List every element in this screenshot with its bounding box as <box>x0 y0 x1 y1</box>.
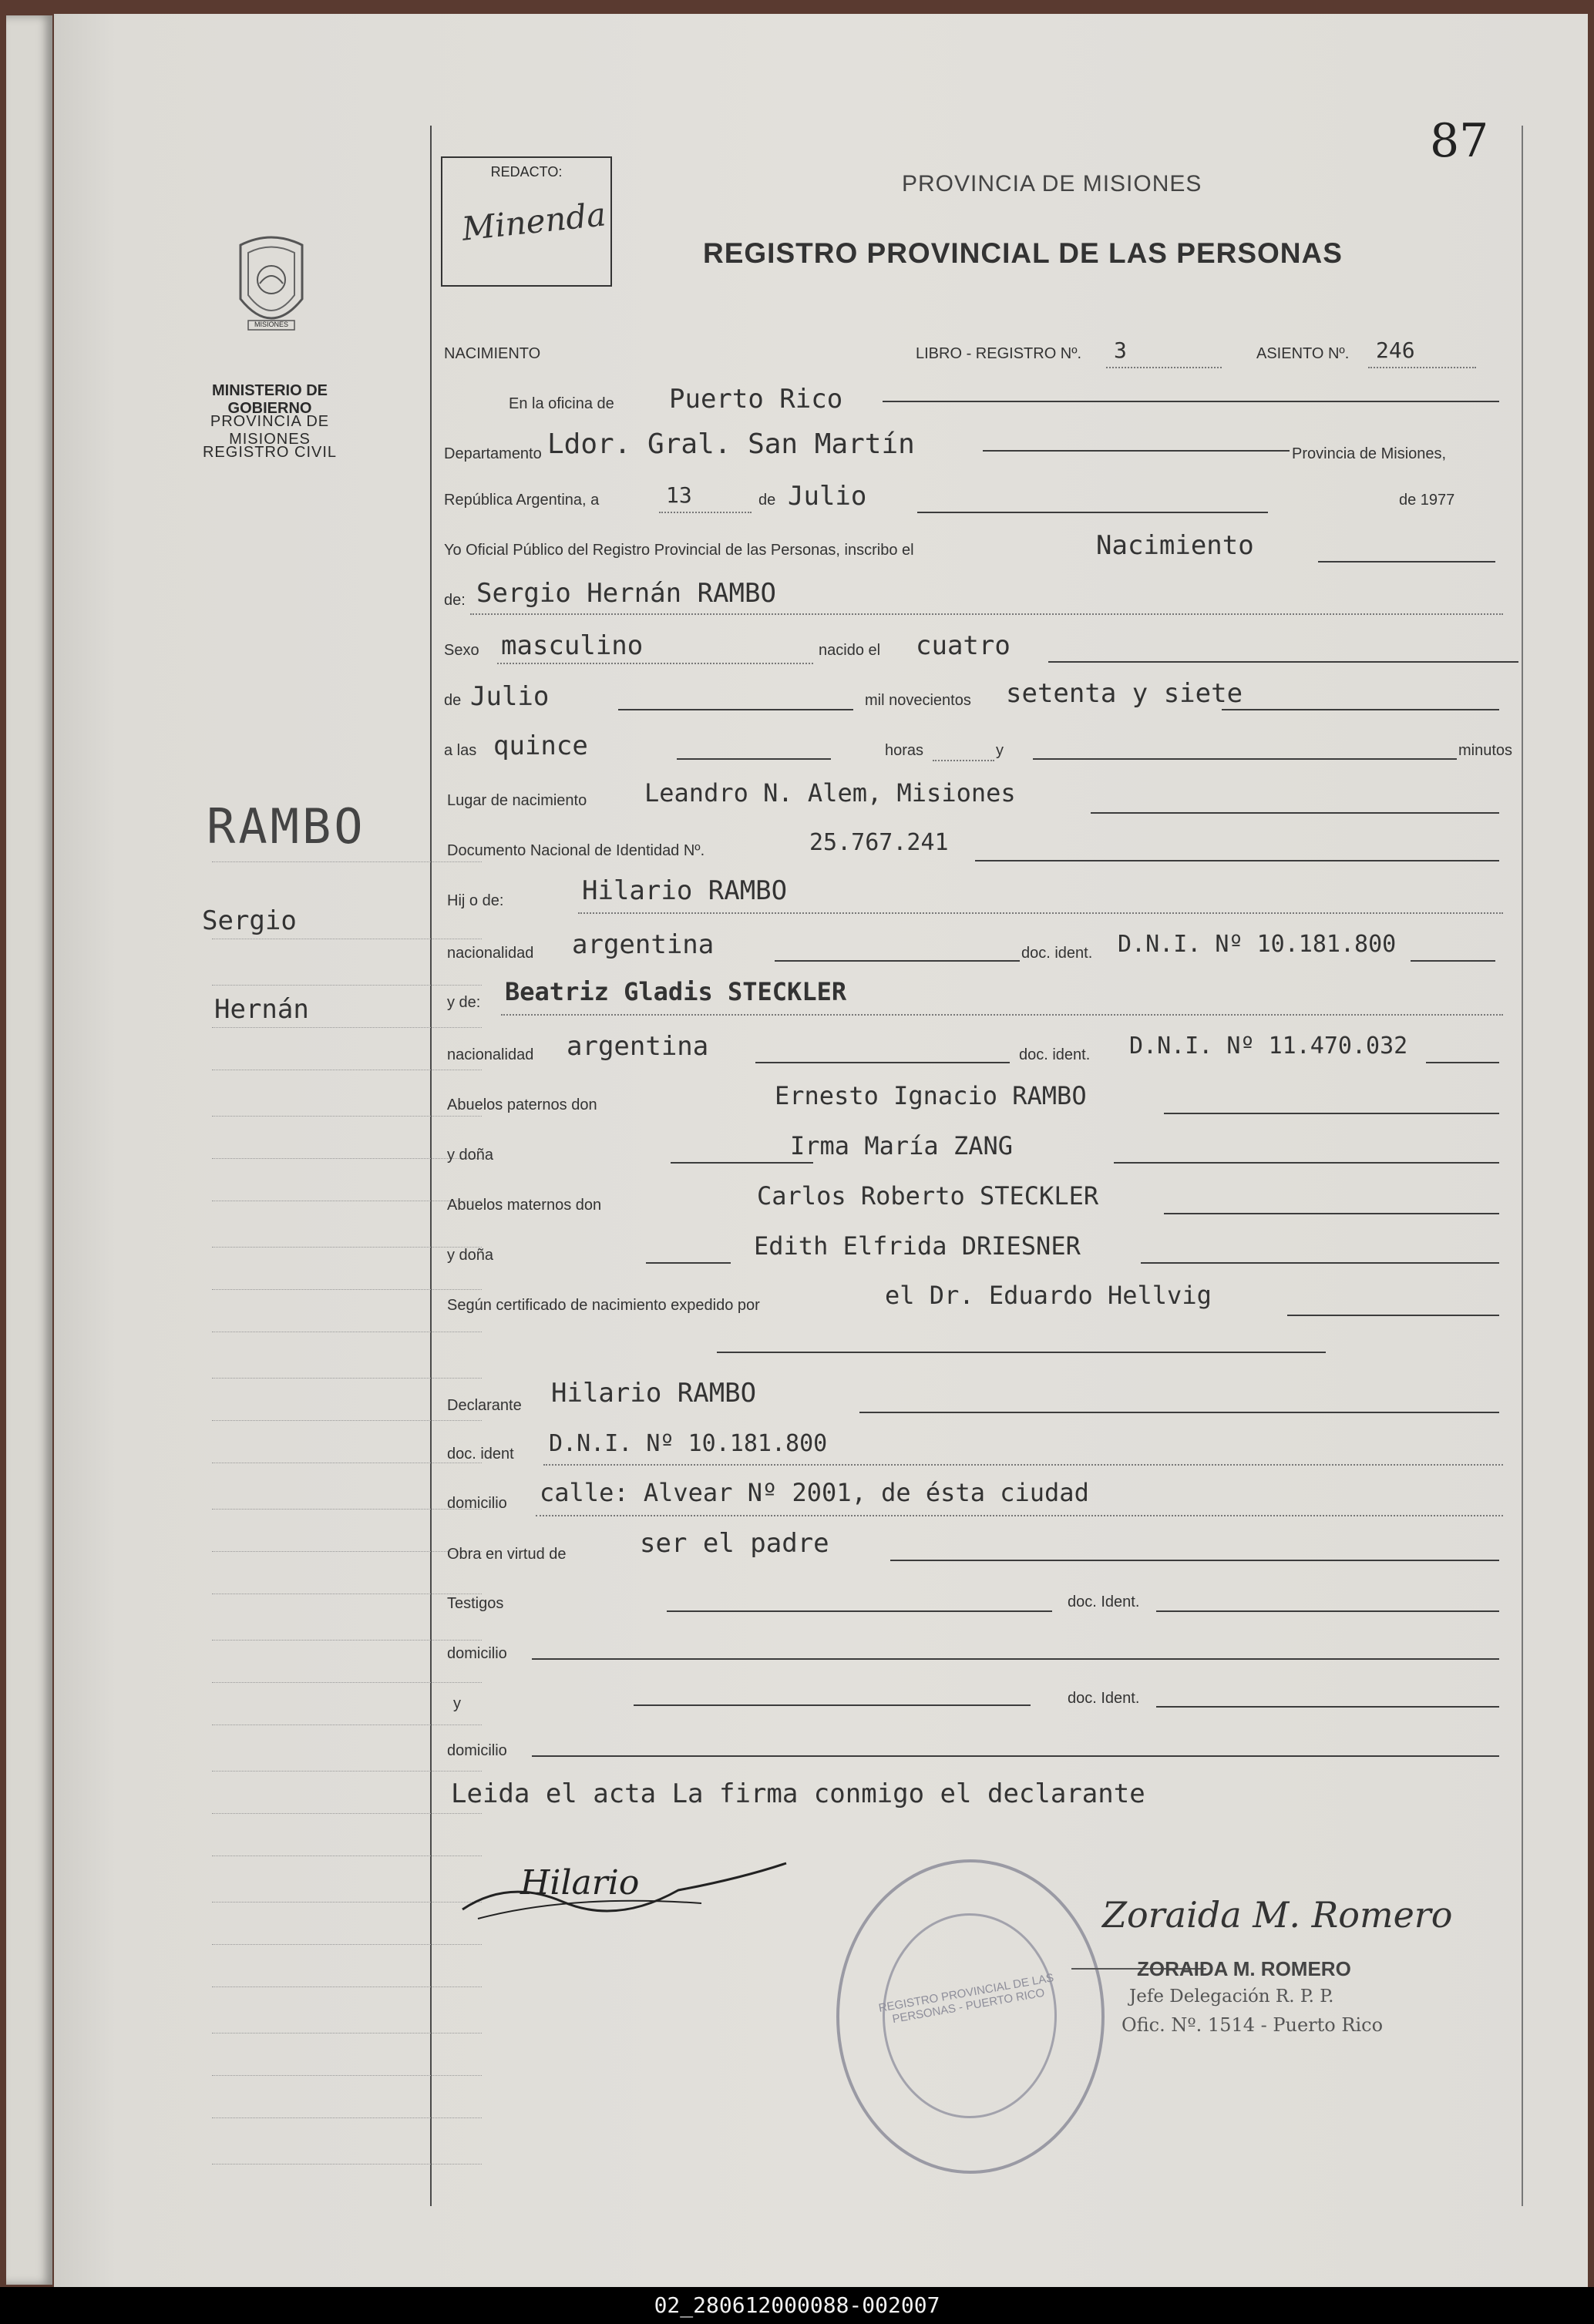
decl-doc-label: doc. ident <box>447 1446 514 1463</box>
doc-ident2-label: doc. Ident. <box>1068 1690 1140 1707</box>
y-label: y <box>996 742 1004 759</box>
official-title: Jefe Delegación R. P. P. <box>1129 1986 1334 2007</box>
dni-value: 25.767.241 <box>809 829 949 856</box>
asiento-label: ASIENTO Nº. <box>1256 345 1350 362</box>
office-label: En la oficina de <box>509 395 614 412</box>
dom3-label: domicilio <box>447 1742 507 1759</box>
redacto-label: REDACTO: <box>490 164 563 180</box>
ministry-seal <box>225 230 318 345</box>
margin-name1: Sergio <box>202 905 297 936</box>
official-name: ZORAIDA M. ROMERO <box>1137 1957 1351 1980</box>
lugar-value: Leandro N. Alem, Misiones <box>644 778 1016 808</box>
yde-label: y de: <box>447 994 481 1011</box>
yd1-label: y doña <box>447 1147 494 1164</box>
republica-month: Julio <box>788 481 867 512</box>
obra-value: ser el padre <box>640 1528 829 1559</box>
testigos-label: Testigos <box>447 1595 504 1612</box>
ab-pat-value: Ernesto Ignacio RAMBO <box>775 1081 1087 1110</box>
nac1-label: nacionalidad <box>447 945 534 962</box>
ministry-name: MINISTERIO DE GOBIERNO <box>211 382 328 417</box>
doc2-label: doc. ident. <box>1019 1046 1091 1063</box>
de-name-label: de: <box>444 592 466 609</box>
cert-value: el Dr. Eduardo Hellvig <box>885 1281 1212 1310</box>
hijo-label: Hij o de: <box>447 892 504 909</box>
de-label: de <box>758 492 776 509</box>
margin-surname: RAMBO <box>207 798 366 855</box>
record-type: NACIMIENTO <box>444 345 541 362</box>
redacto-signature: Minenda <box>459 195 608 248</box>
file-id-footer: 02_280612000088-002007 <box>0 2287 1594 2324</box>
redacto-box <box>441 156 612 287</box>
document-page <box>54 14 1588 2287</box>
decl-value: Hilario RAMBO <box>551 1378 757 1409</box>
obra-label: Obra en virtud de <box>447 1546 567 1563</box>
left-margin-rule <box>430 126 432 2206</box>
ministry-province: PROVINCIA DE MISIONES <box>210 413 330 448</box>
month-de-label: de <box>444 692 462 709</box>
republica-day: 13 <box>666 482 692 508</box>
nac2-label: nacionalidad <box>447 1046 534 1063</box>
dom-label: domicilio <box>447 1495 507 1512</box>
margin-name2: Hernán <box>214 994 309 1025</box>
sexo-label: Sexo <box>444 642 479 659</box>
ab-mat-value: Carlos Roberto STECKLER <box>757 1181 1099 1211</box>
decl-doc-value: D.N.I. Nº 10.181.800 <box>549 1430 828 1457</box>
closing-text: Leida el acta La firma conmigo el declarante <box>451 1778 1145 1809</box>
declarant-signature <box>447 1848 802 1933</box>
nac2-value: argentina <box>567 1031 709 1062</box>
official-signature: Zoraida M. Romero <box>1102 1894 1453 1936</box>
asiento-value: 246 <box>1376 338 1415 363</box>
y3-label: y <box>453 1695 461 1712</box>
doc1-value: D.N.I. Nº 10.181.800 <box>1118 931 1397 958</box>
decl-label: Declarante <box>447 1397 522 1414</box>
oficial-text: Yo Oficial Público del Registro Provincial de las Personas, inscribo el <box>444 542 914 559</box>
nacido-value: cuatro <box>916 630 1011 661</box>
province-heading: PROVINCIA DE MISIONES <box>902 171 1202 196</box>
alas-label: a las <box>444 742 477 759</box>
dom-value: calle: Alvear Nº 2001, de ésta ciudad <box>540 1478 1089 1507</box>
page-number: 87 <box>1430 114 1489 168</box>
cert-label: Según certificado de nacimiento expedido por <box>447 1297 760 1314</box>
alas-value: quince <box>493 730 588 761</box>
ministry-registry: REGISTRO CIVIL <box>202 444 338 461</box>
month-value: Julio <box>470 681 550 712</box>
previous-page-edge <box>6 15 52 2285</box>
doc2-value: D.N.I. Nº 11.470.032 <box>1129 1033 1408 1060</box>
sexo-value: masculino <box>501 630 644 661</box>
stamp-text: REGISTRO PROVINCIAL DE LAS PERSONAS - PUERTO RICO <box>877 1971 1055 2027</box>
republica-year: de 1977 <box>1399 492 1455 509</box>
year-value: setenta y siete <box>1006 678 1243 709</box>
ab-pat-label: Abuelos paternos don <box>447 1097 597 1113</box>
yd2-value: Edith Elfrida DRIESNER <box>754 1231 1081 1261</box>
lugar-label: Lugar de nacimiento <box>447 792 587 809</box>
seal-text: MISIONES <box>254 321 288 328</box>
yde-value: Beatriz Gladis STECKLER <box>505 977 847 1006</box>
minutos-label: minutos <box>1458 742 1513 759</box>
republica-label: República Argentina, a <box>444 492 600 509</box>
libro-label: LIBRO - REGISTRO Nº. <box>916 345 1082 362</box>
dom2-label: domicilio <box>447 1645 507 1662</box>
yd1-value: Irma María ZANG <box>790 1131 1013 1160</box>
official-office: Ofic. Nº. 1514 - Puerto Rico <box>1122 2014 1384 2036</box>
ab-mat-label: Abuelos maternos don <box>447 1197 602 1214</box>
depto-value: Ldor. Gral. San Martín <box>547 428 915 460</box>
provincia-label: Provincia de Misiones, <box>1292 445 1447 462</box>
registry-title: REGISTRO PROVINCIAL DE LAS PERSONAS <box>703 237 1343 269</box>
right-margin-rule <box>1522 126 1523 2206</box>
yd2-label: y doña <box>447 1247 494 1264</box>
nac1-value: argentina <box>572 929 715 960</box>
oficial-value: Nacimiento <box>1096 530 1254 561</box>
doc-ident1-label: doc. Ident. <box>1068 1594 1140 1610</box>
nacido-label: nacido el <box>819 642 881 659</box>
mil-label: mil novecientos <box>865 692 971 709</box>
office-value: Puerto Rico <box>669 384 843 415</box>
doc1-label: doc. ident. <box>1021 945 1093 962</box>
horas-label: horas <box>885 742 924 759</box>
dni-label: Documento Nacional de Identidad Nº. <box>447 842 705 859</box>
de-name-value: Sergio Hernán RAMBO <box>476 578 776 609</box>
declarant-sig-text: Hilario <box>520 1863 640 1903</box>
hijo-value: Hilario RAMBO <box>582 875 788 906</box>
libro-value: 3 <box>1114 338 1127 363</box>
depto-label: Departamento <box>444 445 542 462</box>
